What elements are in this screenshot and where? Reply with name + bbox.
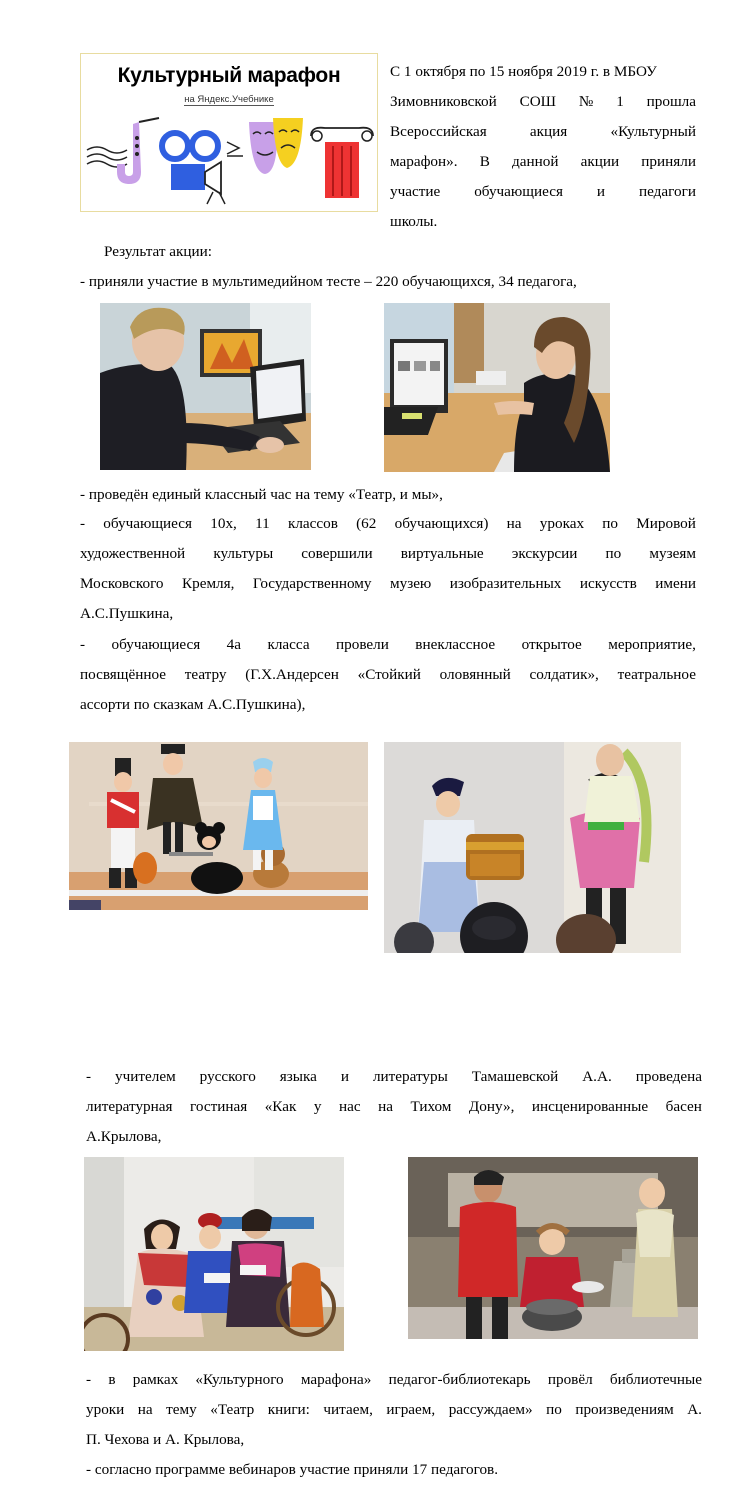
item3-line-3: Московского Кремля, Государственному музею изобразительных искусств имени [80,575,696,592]
intro-line-3: Всероссийская акция «Культурный [390,123,696,140]
result-item-class-hour: - проведён единый классный час на тему «Театр, и мы», [80,486,443,503]
result-item-test: - приняли участие в мультимедийном тесте – 220 обучающихся, 34 педагога, [80,273,577,290]
result-heading: Результат акции: [104,243,213,260]
item5-line-3: А.Крылова, [86,1128,162,1145]
intro-line-1: С 1 октября по 15 ноября 2019 г. в МБОУ [390,63,657,80]
intro-line-6: школы. [390,213,438,230]
item6-line-1: - в рамках «Культурного марафона» педагог-библиотекарь провёл библиотечные [86,1371,702,1388]
photo-tin-soldier-play [69,742,368,910]
photo-literary-lounge [84,1157,344,1351]
logo-subtitle: на Яндекс.Учебнике [184,94,274,105]
item4-line-2: посвящённое театру (Г.Х.Андерсен «Стойкий оловянный солдатик», театральное [80,666,696,683]
item5-line-1: - учителем русского языка и литературы Тамашевской А.А. проведена [86,1068,702,1085]
photo-krylov-fable [408,1157,698,1339]
intro-line-5: участие обучающиеся и педагоги [390,183,696,200]
culture-marathon-logo [80,53,378,212]
result-item-webinars: - согласно программе вебинаров участие приняли 17 педагогов. [86,1461,499,1478]
item3-line-1: - обучающиеся 10х, 11 классов (62 обучающихся) на уроках по Мировой [80,515,696,532]
photo-teacher-computer [100,303,311,470]
item4-line-1: - обучающиеся 4а класса провели внеклассное открытое мероприятие, [80,636,696,653]
item3-line-4: А.С.Пушкина, [80,605,174,622]
photo-student-computer [384,303,610,472]
item6-line-2: уроки на тему «Театр книги: читаем, играем, рассуждаем» по произведениям А. [86,1401,702,1418]
item3-line-2: художественной культуры совершили виртуальные экскурсии по музеям [80,545,696,562]
logo-title: Культурный марафон [117,64,341,87]
photo-pushkin-fairytale [384,742,681,953]
item5-line-2: литературная гостиная «Как у нас на Тихом Дону», инсценированные басен [86,1098,702,1115]
item6-line-3: П. Чехова и А. Крылова, [86,1431,245,1448]
intro-line-4: марафон». В данной акции приняли [390,153,696,170]
logo-illustration [81,112,377,210]
item4-line-3: ассорти по сказкам А.С.Пушкина), [80,696,306,713]
intro-line-2: Зимовниковской СОШ № 1 прошла [390,93,696,110]
